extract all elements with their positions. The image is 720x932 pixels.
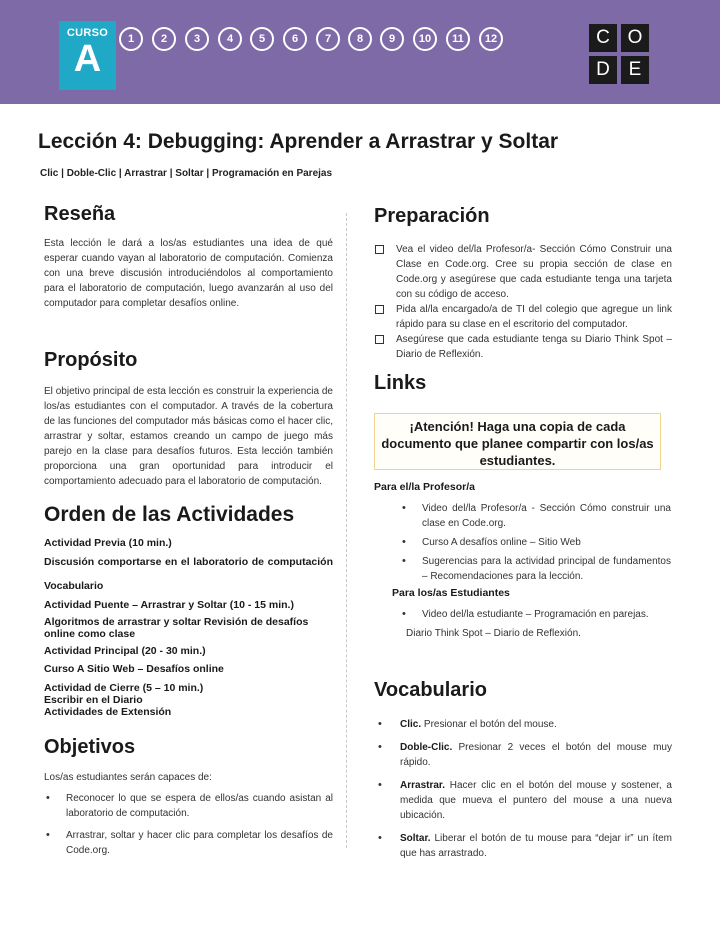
activity-item: Vocabulario [44, 580, 104, 592]
preparacion-heading [374, 205, 672, 228]
activity-item: Algoritmos de arrastrar y soltar Revisión de desafíos online como clase [44, 616, 309, 640]
link-item[interactable]: • Video del/la estudiante – Programación en parejas. [400, 607, 671, 622]
vocabulario-title: Vocabulario [374, 679, 487, 701]
logo-letter-o: O [621, 24, 649, 52]
code-logo[interactable] [589, 24, 651, 86]
teacher-links-heading: Para el/la Profesor/a [374, 481, 475, 493]
activity-item: Actividad Previa (10 min.) [44, 537, 172, 549]
activity-item: Escribir en el Diario [44, 694, 143, 706]
link-item[interactable]: • Video del/la Profesor/a - Sección Cómo construir una clase en Code.org. [400, 501, 671, 531]
teacher-links-list [400, 501, 671, 584]
preparacion-list [374, 242, 672, 362]
vocab-item [374, 778, 672, 823]
preparacion-title: Preparación [374, 205, 490, 227]
activity-item: Actividad Puente – Arrastrar y Soltar (10 - 15 min.) [44, 599, 294, 611]
activity-item: Actividades de Extensión [44, 706, 172, 718]
proposito-text: El objetivo principal de esta lección es construir la experiencia de los/as estudiantes con el computador. A través de la cobertura de las funciones del computador más básicas como el hacer clic, arrastrar y soltar, estamos creando un campo de juego más parejo en la clase para desafíos futuros. Esta lección también proporciona una gran oportunidad para introducir el comportamiento adecuado para el laboratorio de computación. [44, 386, 333, 487]
unit-1-button[interactable]: 1 [119, 27, 143, 51]
list-item: • Reconocer lo que se espera de ellos/as cuando asistan al laboratorio de computación. [44, 791, 333, 821]
vocab-definition: Hacer clic en el botón del mouse y sostener, a medida que mueva el puntero del mouse a una nueva ubicación. [400, 780, 672, 821]
page-title: Lección 4: Debugging: Aprender a Arrastrar y Soltar [38, 130, 559, 153]
keywords-line: Clic | Doble-Clic | Arrastrar | Soltar | Programación en Parejas [40, 168, 333, 179]
objetivos-heading [44, 736, 333, 759]
checklist-item: Asegúrese que cada estudiante tenga su Diario Think Spot – Diario de Reflexión. [374, 332, 672, 362]
unit-6-button[interactable]: 6 [283, 27, 307, 51]
vocab-term: Arrastrar. [400, 780, 446, 791]
activity-item: Actividad de Cierre (5 – 10 min.) [44, 682, 204, 694]
logo-letter-d: D [589, 56, 617, 84]
checklist-item: Vea el video del/la Profesor/a- Sección Cómo Construir una Clase en Code.org. Cree su propia sección de clase en Code.org y asegúrese que cada estudiante tenga una tarjeta con su código de acceso. [374, 242, 672, 302]
orden-title: Orden de las Actividades [44, 503, 295, 526]
objetivos-title: Objetivos [44, 736, 136, 758]
activity-item: Discusión comportarse en el laboratorio de computación [44, 556, 333, 568]
link-item[interactable]: • Curso A desafíos online – Sitio Web [400, 535, 671, 550]
activity-item: Curso A Sitio Web – Desafíos online [44, 663, 224, 675]
checklist-item: Pida al/la encargado/a de TI del colegio que agregue un link rápido para su clase en el escritorio del computador. [374, 302, 672, 332]
unit-12-button[interactable]: 12 [479, 27, 503, 51]
orden-heading [44, 503, 333, 527]
student-links-list [400, 607, 671, 622]
vocab-item [374, 740, 672, 770]
resena-title: Reseña [44, 203, 116, 225]
links-title: Links [374, 372, 427, 394]
vocab-item [374, 717, 672, 732]
vocab-term: Doble-Clic. [400, 742, 453, 753]
curso-label: CURSO [66, 27, 109, 39]
resena-text: Esta lección le dará a los/as estudiantes una idea de qué esperar cuando vayan al laboratorio de computación. Comienza con una breve discusión introduciéndolos al comportamiento para el laboratorio de computación, luego avanzarán al uso del computador para completar desafíos online. [44, 238, 333, 309]
objetivos-intro: Los/as estudiantes serán capaces de: [44, 772, 212, 783]
unit-4-button[interactable]: 4 [218, 27, 242, 51]
attention-callout: ¡Atención! Haga una copia de cada documento que planee compartir con los/as estudiantes. [374, 413, 661, 470]
vocab-definition: Presionar 2 veces el botón del mouse muy rápido. [400, 742, 672, 768]
unit-9-button[interactable]: 9 [380, 27, 404, 51]
unit-11-button[interactable]: 11 [446, 27, 470, 51]
column-divider [346, 213, 347, 848]
vocab-term: Clic. [400, 719, 422, 730]
proposito-title: Propósito [44, 349, 138, 371]
curso-letter: A [73, 38, 102, 80]
vocab-definition: Presionar el botón del mouse. [421, 719, 557, 730]
objetivos-list [44, 791, 333, 858]
vocab-definition: Liberar el botón de tu mouse para “dejar ir” un ítem que has arrastrado. [400, 833, 672, 859]
vocab-term: Soltar. [400, 833, 431, 844]
unit-3-button[interactable]: 3 [185, 27, 209, 51]
vocabulario-list [374, 717, 672, 861]
logo-letter-c: C [589, 24, 617, 52]
resena-heading [44, 203, 333, 226]
unit-8-button[interactable]: 8 [348, 27, 372, 51]
logo-letter-e: E [621, 56, 649, 84]
curso-badge[interactable] [59, 21, 116, 90]
student-links-heading: Para los/as Estudiantes [392, 587, 510, 599]
student-extra-link[interactable]: Diario Think Spot – Diario de Reflexión. [406, 628, 581, 639]
vocabulario-heading [374, 679, 672, 702]
links-heading [374, 372, 672, 395]
unit-5-button[interactable]: 5 [250, 27, 274, 51]
unit-7-button[interactable]: 7 [316, 27, 340, 51]
link-item[interactable]: • Sugerencias para la actividad principal de fundamentos – Recomendaciones para la lección. [400, 554, 671, 584]
activity-item: Actividad Principal (20 - 30 min.) [44, 645, 206, 657]
unit-2-button[interactable]: 2 [152, 27, 176, 51]
proposito-heading [44, 349, 333, 372]
list-item: • Arrastrar, soltar y hacer clic para completar los desafíos de Code.org. [44, 828, 333, 858]
vocab-item [374, 831, 672, 861]
unit-10-button[interactable]: 10 [413, 27, 437, 51]
header-banner [0, 0, 720, 104]
